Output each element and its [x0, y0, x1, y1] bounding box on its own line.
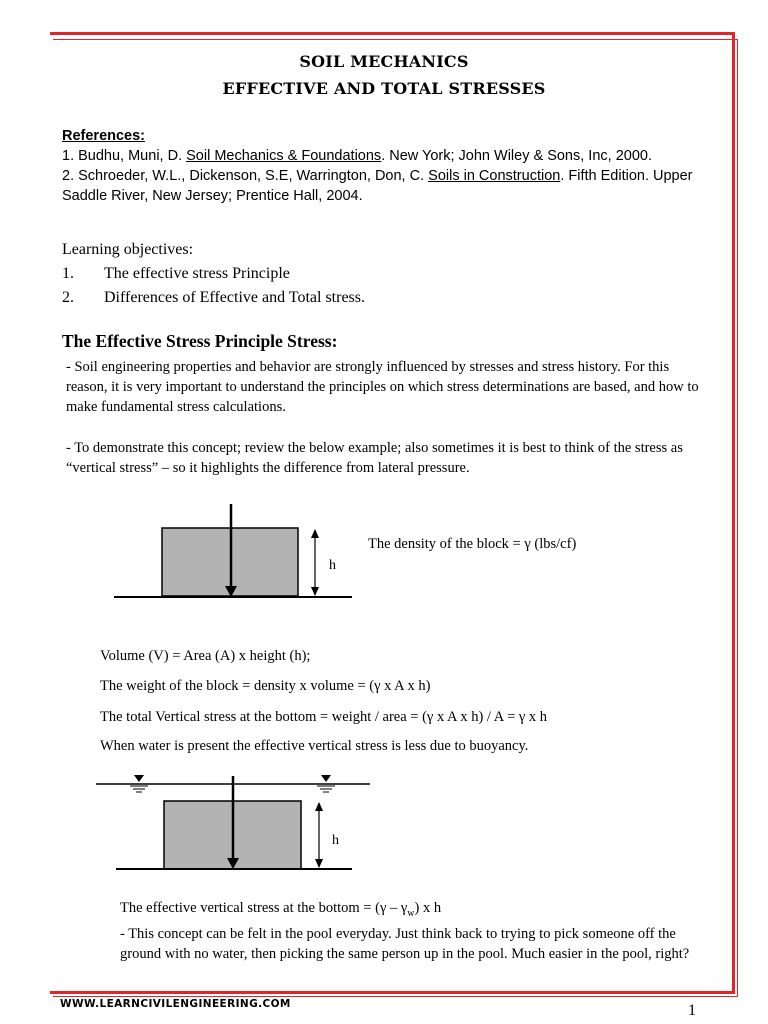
submerged-block-diagram [92, 768, 382, 878]
book-title: Soils in Construction [428, 168, 561, 184]
height-label: h [329, 558, 336, 573]
density-caption: The density of the block = γ (lbs/cf) [368, 536, 577, 552]
total-stress-equation: The total Vertical stress at the bottom = weight / area = (γ x A x h) / A = γ x h [100, 709, 548, 725]
page-number: 1 [688, 1002, 696, 1019]
weight-equation: The weight of the block = density x volume = (γ x A x h) [100, 678, 431, 694]
paragraph-2: - To demonstrate this concept; review the below example; also sometimes it is best to think of the stress as “vertical stress” – so it highlights the difference from lateral pressure. [66, 440, 683, 476]
paragraph-1: - Soil engineering properties and behavior are strongly influenced by stresses and stress history. For this reason, it is very important to understand the principles on which stress determinations are based, and how to make fundamental stress calculations. [66, 359, 699, 415]
effective-stress-equation: The effective vertical stress at the bottom = $(\gamma - \gamma_w)$ x h [120, 900, 442, 919]
objective-item: 1. The effective stress Principle [62, 265, 290, 282]
objective-item: 2. Differences of Effective and Total stress. [62, 289, 366, 306]
objectives-heading: Learning objectives: [62, 241, 194, 258]
doc-subtitle: EFFECTIVE AND TOTAL STRESSES [222, 79, 546, 98]
reference-2: 2. Schroeder, W.L., Dickenson, S.E, Warrington, Don, C. Soils in Construction. Fifth Edition. Upper Saddle River, New Jersey; Prentice Hall, 2004. [62, 168, 693, 204]
conclusion [120, 898, 720, 964]
references-heading: References: [62, 128, 146, 144]
buoyancy-note: When water is present the effective vertical stress is less due to buoyancy. [100, 738, 529, 754]
footer-website: WWW.LEARNCIVILENGINEERING.COM [60, 998, 291, 1010]
pool-example: - This concept can be felt in the pool everyday. Just think back to trying to pick someone off the ground with no water, then picking the same person up in the pool. Much easier in the pool, right? [120, 925, 690, 962]
doc-title: SOIL MECHANICS [299, 52, 469, 71]
reference-1: 1. Budhu, Muni, D. Soil Mechanics & Foundations. New York; John Wiley & Sons, Inc, 2000. [62, 148, 652, 164]
volume-equation: Volume (V) = Area (A) x height (h); [100, 648, 311, 664]
learning-objectives [62, 238, 365, 310]
section-heading: The Effective Stress Principle Stress: [62, 331, 338, 351]
book-title: Soil Mechanics & Foundations [186, 148, 382, 164]
height-label: h [332, 833, 339, 848]
block-diagram [110, 500, 360, 605]
references [62, 126, 712, 206]
